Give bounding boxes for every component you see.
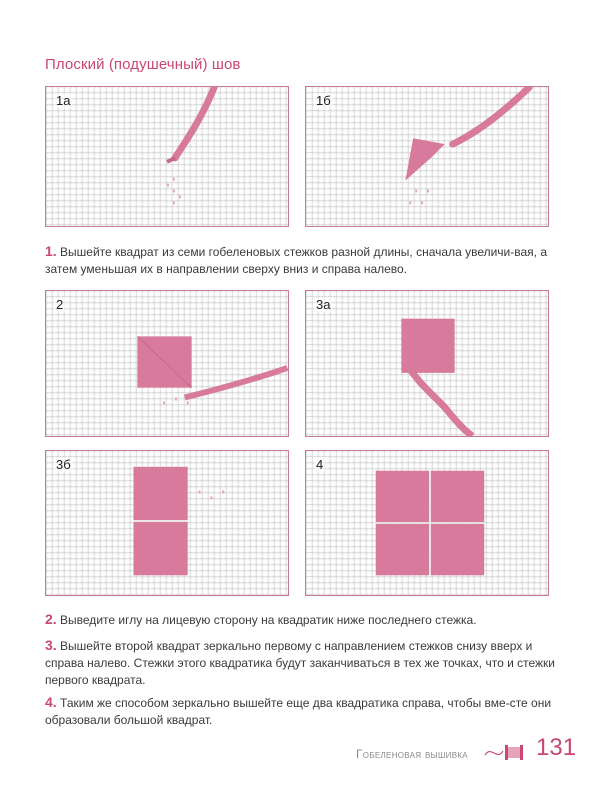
photo-3a — [305, 290, 549, 437]
section-title: Плоский (подушечный) шов — [45, 56, 241, 73]
photo-1a — [45, 86, 289, 227]
step-number: 1. — [45, 243, 57, 259]
step-body: Выведите иглу на лицевую сторону на квадратик ниже последнего стежка. — [60, 613, 477, 627]
step-4-text — [45, 694, 555, 729]
step-number: 4. — [45, 694, 57, 710]
photo-label: 2 — [56, 297, 64, 312]
thread-illustration — [306, 291, 548, 436]
thread-illustration — [46, 87, 288, 226]
photo-4 — [305, 450, 549, 596]
photo-label: 1а — [56, 93, 71, 108]
thread-illustration — [306, 87, 548, 226]
thread-illustration — [46, 291, 288, 436]
photo-1b — [305, 86, 549, 227]
thread-spool-icon — [483, 741, 527, 763]
photo-label: 1б — [316, 93, 331, 108]
photo-label: 3а — [316, 297, 331, 312]
step-3-text — [45, 637, 555, 689]
step-body: Вышейте квадрат из семи гобеленовых стежков разной длины, сначала увеличи-вая, а затем уменьшая их в направлении сверху вниз и справа налево. — [45, 245, 547, 276]
thread-illustration — [306, 451, 548, 595]
photo-label: 3б — [56, 457, 71, 472]
footer-title: Гобеленовая вышивка — [356, 747, 468, 761]
step-1-text — [45, 243, 555, 278]
photo-label: 4 — [316, 457, 324, 472]
page-number: 131 — [536, 734, 577, 761]
photo-2 — [45, 290, 289, 437]
step-body: Таким же способом зеркально вышейте еще два квадратика справа, чтобы вме-сте они образовали большой квадрат. — [45, 696, 552, 727]
thread-illustration — [46, 451, 288, 595]
step-body: Вышейте второй квадрат зеркально первому с направлением стежков снизу вверх и справа налево. Стежки этого квадратика будут заканчиваться в тех же точках, что и стежки первого квадрата. — [45, 639, 556, 687]
step-number: 3. — [45, 637, 57, 653]
step-2-text — [45, 611, 555, 629]
photo-3b — [45, 450, 289, 596]
step-number: 2. — [45, 611, 57, 627]
